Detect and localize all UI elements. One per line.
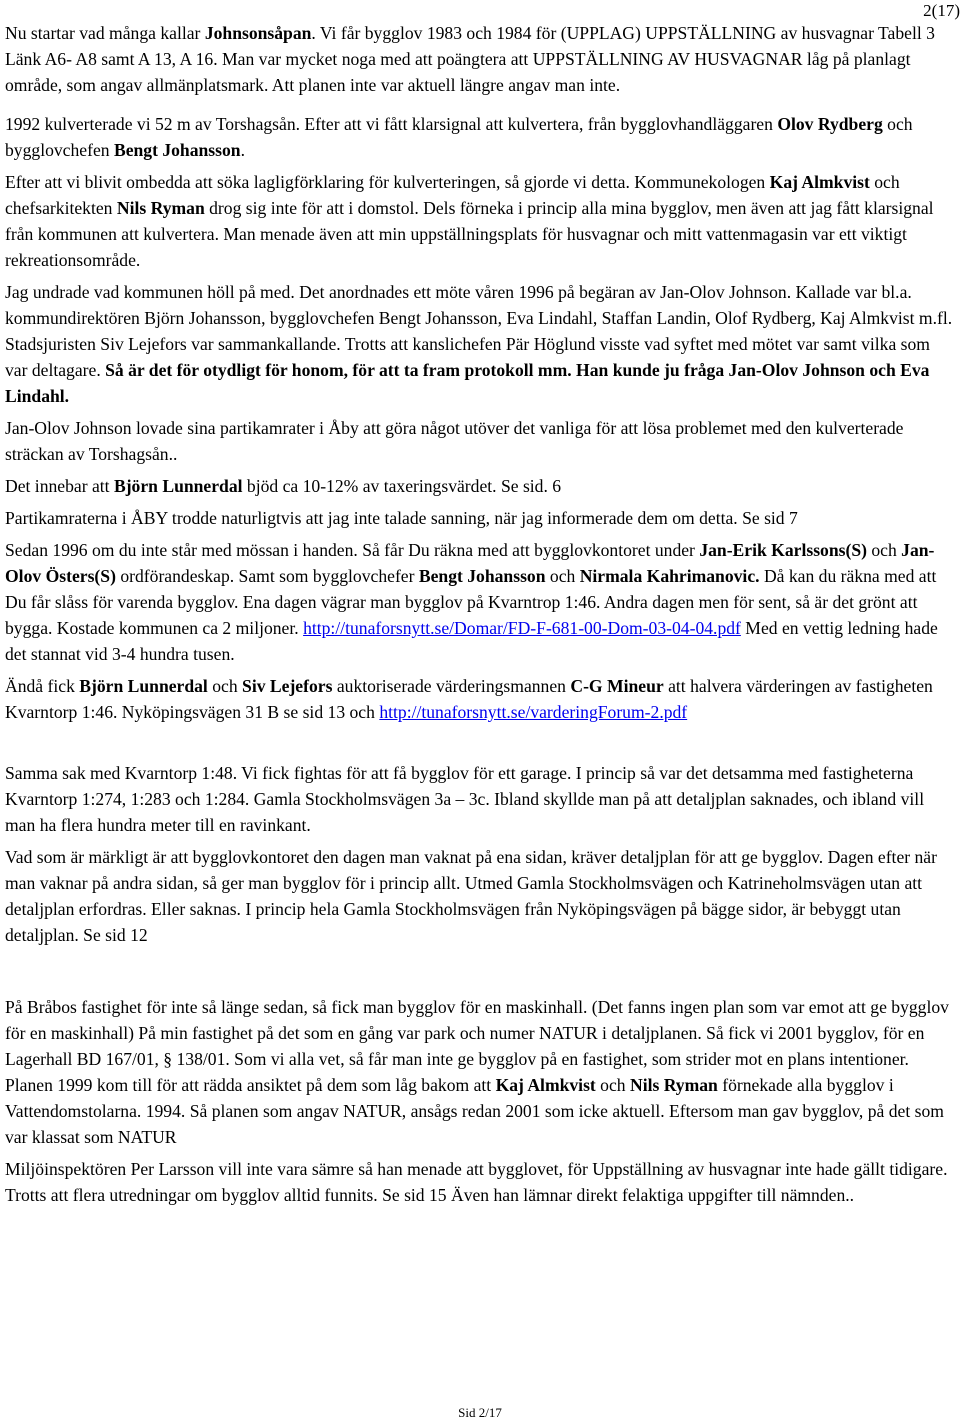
- bold-text: Siv Lejefors: [242, 676, 333, 696]
- bold-text: Olov Rydberg: [777, 114, 883, 134]
- page-number: 2(17): [923, 1, 960, 20]
- bold-text: Björn Lunnerdal: [79, 676, 208, 696]
- bold-text: Johnsonsåpan: [204, 23, 312, 43]
- bold-text: Bengt Johansson: [418, 566, 546, 586]
- bold-text: Nils Ryman: [629, 1075, 718, 1095]
- text-run: och: [595, 1075, 630, 1095]
- text-run: Jag undrade vad kommunen höll på med. Det anordnades ett möte våren 1996 på begäran av Jan-Olov Johnson. Kallade var bl.a. kommundirektören Björn Johansson, bygglovchefen Bengt Johansson, Eva Lindahl, Staffan Landin, Olof Rydberg, Kaj Almkvist m.fl. Stadsjuristen Siv Lejefors var sammankallande. Trotts att kanslichefen Pär Höglund visste vad syftet med mötet var samt vilka som var deltagare.: [5, 282, 953, 380]
- bold-text: Björn Lunnerdal: [113, 476, 243, 496]
- text-run: och: [207, 676, 243, 696]
- bold-text: Jan-Erik Karlssons(S): [699, 540, 867, 560]
- paragraph-mote-1996: [5, 279, 955, 409]
- document-body: [5, 0, 955, 1208]
- text-run: Nu startar vad många kallar: [5, 23, 205, 43]
- text-run: På Bråbos fastighet för inte så länge sedan, så fick man bygglov för en maskinhall. (Det fanns ingen plan som var emot att ge bygglov för en maskinhall) På min fastighet på det som en gång var park och numer NATUR i detaljplanen. Så fick vi 2001 bygglov, för en Lagerhall BD 167/01, § 138/01. Som vi alla vet, så får man inte ge bygglov på en fastighet, som strider mot en plans intentioner. Planen 1999 kom till för att rädda ansiktet på dem som låg bakom att: [5, 997, 949, 1095]
- text-run: Jan-Olov Johnson lovade sina partikamrater i Åby att göra något utöver det vanliga för att lösa problemet med den kulverterade sträckan av Torshagsån..: [5, 418, 904, 464]
- text-run: Med en vettig ledning hade det stannat vid 3-4 hundra tusen.: [5, 618, 938, 664]
- text-run: och chefsarkitekten: [5, 172, 900, 218]
- text-run: Sedan 1996 om du inte står med mössan i handen. Så får Du räkna med att bygglovkontoret under: [5, 540, 700, 560]
- text-run: Samma sak med Kvarntorp 1:48. Vi fick fightas för att få bygglov för ett garage. I princip så var det detsamma med fastigheterna Kvarntorp 1:274, 1:283 och 1:284. Gamla Stockholmsvägen 3a – 3c. Ibland skyllde man på att detaljplan saknades, och ibland vill man ha flera hundra meter till en ravinkant.: [5, 763, 925, 835]
- text-run: Partikamraterna i ÅBY trodde naturligtvis att jag inte talade sanning, när jag informerade dem om detta. Se sid 7: [5, 508, 798, 528]
- bold-text: Jan-Olov Östers(S): [5, 540, 935, 586]
- paragraph-aby: [5, 415, 955, 467]
- paragraph-lagligforklaring: [5, 169, 955, 273]
- text-run: drog sig inte för att i domstol. Dels förneka i princip alla mina bygglov, men även att jag fått klarsignal från kommunen att kulvertera. Man menade även att min uppställningsplats för husvagnar och mitt vattenmagasin var ett viktigt rekreationsområde.: [5, 198, 934, 270]
- paragraph-varderingen: [5, 673, 955, 725]
- paragraph-detaljplan: [5, 844, 955, 948]
- text-run: Det innebar att: [5, 476, 114, 496]
- bold-text: Så är det för otydligt för honom, för att ta fram protokoll mm. Han kunde ju fråga Jan-Olov Johnson och Eva Lindahl.: [5, 360, 930, 406]
- text-run: Vad som är märkligt är att bygglovkontoret den dagen man vaknat på ena sidan, kräver detaljplan för att ge bygglov. Dagen efter när man vaknar på andra sidan, så ger man bygglov för i princip allt. Utmed Gamla Stockholmsvägen och Katrineholmsvägen utan att detaljplan erfordras. Eller saknas. I princip hela Gamla Stockholmsvägen från Nyköpingsvägen på bägge sidor, är bebyggt utan detaljplan. Se sid 12: [5, 847, 937, 945]
- paragraph-partikamrater: [5, 505, 955, 531]
- text-run: Ändå fick: [5, 676, 80, 696]
- text-run: och bygglovchefen: [5, 114, 913, 160]
- paragraph-lunnerdal: [5, 473, 955, 499]
- text-run: ordförandeskap. Samt som bygglovchefer: [115, 566, 419, 586]
- text-run: auktoriserade värderingsmannen: [332, 676, 571, 696]
- text-run: 1992 kulverterade vi 52 m av Torshagsån. Efter att vi fått klarsignal att kulvertera, från bygglovhandläggaren: [5, 114, 778, 134]
- bold-text: Nils Ryman: [116, 198, 205, 218]
- bold-text: Kaj Almkvist: [495, 1075, 596, 1095]
- bold-text: Kaj Almkvist: [769, 172, 870, 192]
- bold-text: C-G Mineur: [570, 676, 664, 696]
- paragraph-intro: [5, 20, 955, 98]
- bold-text: Nirmala Kahrimanovic.: [579, 566, 760, 586]
- paragraph-brabo: [5, 994, 955, 1150]
- bold-text: Bengt Johansson: [113, 140, 241, 160]
- text-run: Miljöinspektören Per Larsson vill inte vara sämre så han menade att bygglovet, för Uppställning av husvagnar inte hade gällt tidigare. Trotts att flera utredningar om bygglov alltid funnits. Se sid 15 Även han lämnar direkt felaktiga uppgifter till nämnden..: [5, 1159, 948, 1205]
- paragraph-sedan-1996: [5, 537, 955, 667]
- paragraph-1992: [5, 111, 955, 163]
- paragraph-kvarntorp: [5, 760, 955, 838]
- text-run: . Vi får bygglov 1983 och 1984 för (UPPLAG) UPPSTÄLLNING av husvagnar Tabell 3 Länk A6- A8 samt A 13, A 16. Man var mycket noga med att poängtera att UPPSTÄLLNING AV HUSVAGNAR låg på planlagt område, som angav allmänplatsmark. Att planen inte var aktuell längre angav man inte.: [5, 23, 935, 95]
- document-link[interactable]: http://tunaforsnytt.se/Domar/FD-F-681-00-Dom-03-04-04.pdf: [303, 618, 741, 638]
- text-run: och: [545, 566, 580, 586]
- page-footer: Sid 2/17: [458, 1405, 502, 1420]
- text-run: .: [240, 140, 245, 160]
- text-run: att halvera värderingen av fastigheten Kvarntorp 1:46. Nyköpingsvägen 31 B se sid 13 och: [5, 676, 933, 722]
- text-run: bjöd ca 10-12% av taxeringsvärdet. Se sid. 6: [242, 476, 562, 496]
- document-link[interactable]: http://tunaforsnytt.se/varderingForum-2.pdf: [379, 702, 688, 722]
- text-run: och: [866, 540, 902, 560]
- text-run: Efter att vi blivit ombedda att söka lagligförklaring för kulverteringen, så gjorde vi detta. Kommunekologen: [5, 172, 770, 192]
- text-run: Då kan du räkna med att Du får slåss för varenda bygglov. Ena dagen vägrar man bygglov på Kvarntrop 1:46. Andra dagen men för sent, så är det grönt att bygga. Kostade kommunen ca 2 miljoner.: [5, 566, 937, 638]
- text-run: förnekade alla bygglov i Vattendomstolarna. 1994. Så planen som angav NATUR, ansågs redan 2001 som icke aktuell. Eftersom man gav bygglov, på det som var klassat som NATUR: [5, 1075, 944, 1147]
- paragraph-miljoinspektor: [5, 1156, 955, 1208]
